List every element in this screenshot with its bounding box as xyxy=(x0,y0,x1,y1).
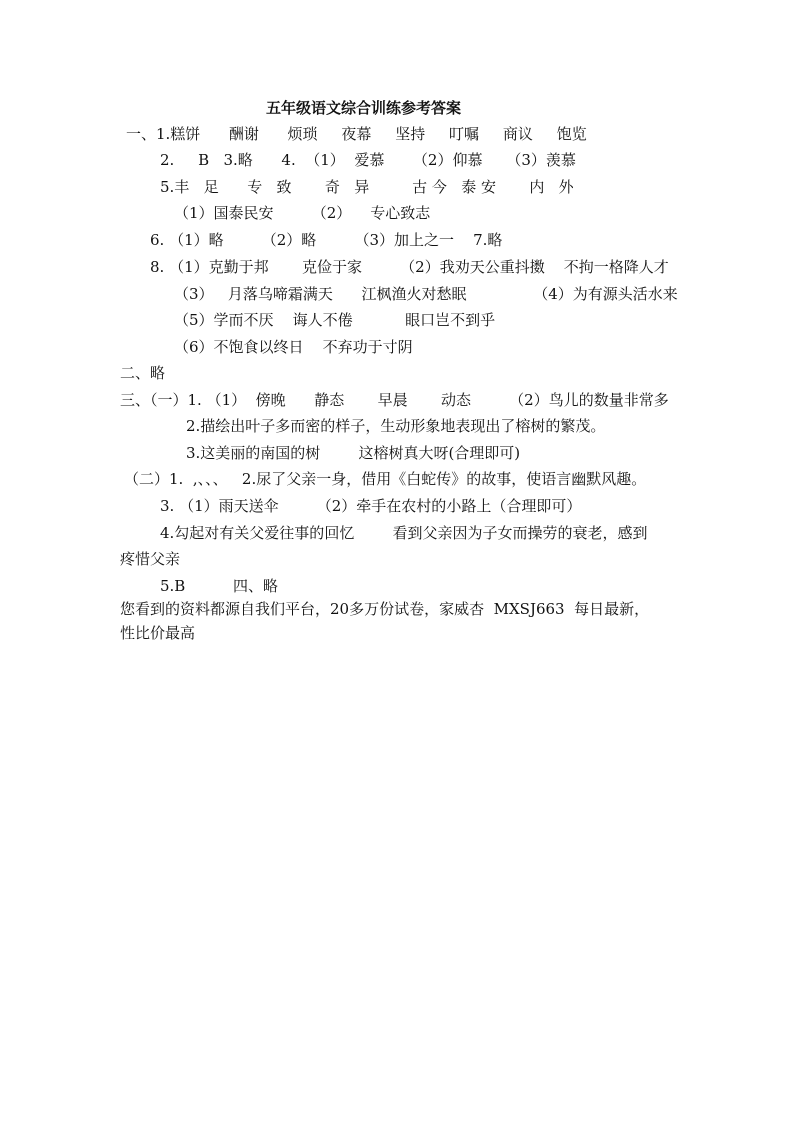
answer-line-8: （5）学而不厌 诲人不倦 眼口岂不到乎 xyxy=(174,311,496,329)
answer-line-18: 5.B 四、略 xyxy=(160,577,279,595)
footer-line-2: 性比价最高 xyxy=(120,624,196,642)
answer-line-6: 8. （1）克勤于邦 克俭于家 （2）我劝天公重抖擞 不拘一格降人才 xyxy=(150,258,669,276)
answer-line-2: 2. B 3.略 4. （1） 爱慕 （2）仰慕 （3）羡慕 xyxy=(160,151,576,169)
answer-line-10: 二、略 xyxy=(120,364,166,382)
answer-line-14: （二）1. ,、、、 2.尿了父亲一身，借用《白蛇传》的故事，使语言幽默风趣。 xyxy=(124,470,647,488)
document-title: 五年级语文综合训练参考答案 xyxy=(266,99,462,117)
answer-line-9: （6）不饱食以终日 不弃功于寸阴 xyxy=(174,338,413,356)
answer-line-4: （1）国泰民安 （2） 专心致志 xyxy=(174,204,431,222)
answer-line-5: 6. （1）略 （2）略 （3）加上之一 7.略 xyxy=(150,231,503,249)
answer-line-3: 5.丰 足 专 致 奇 异 古 今 泰 安 内 外 xyxy=(160,178,574,196)
answer-line-17: 疼惜父亲 xyxy=(120,550,181,568)
answer-line-15: 3. （1）雨天送伞 （2）牵手在农村的小路上（合理即可） xyxy=(160,497,582,515)
answer-line-16: 4.勾起对有关父爱往事的回忆 看到父亲因为子女而操劳的衰老，感到 xyxy=(160,524,648,542)
answer-line-12: 2.描绘出叶子多而密的样子，生动形象地表现出了榕树的繁茂。 xyxy=(186,417,606,435)
footer-line-1: 您看到的资料都源自我们平台，20多万份试卷，家威杏 MXSJ663 每日最新， xyxy=(120,600,650,618)
answer-line-1: 一、1.糕饼 酬谢 烦琐 夜幕 坚持 叮嘱 商议 饱览 xyxy=(126,125,587,143)
answer-line-7: （3） 月落乌啼霜满天 江枫渔火对愁眠 （4）为有源头活水来 xyxy=(174,285,678,303)
answer-line-11: 三、（一）1. （1） 傍晚 静态 早晨 动态 （2）鸟儿的数量非常多 xyxy=(120,391,669,409)
answer-line-13: 3.这美丽的南国的树 这榕树真大呀(合理即可) xyxy=(186,444,521,462)
